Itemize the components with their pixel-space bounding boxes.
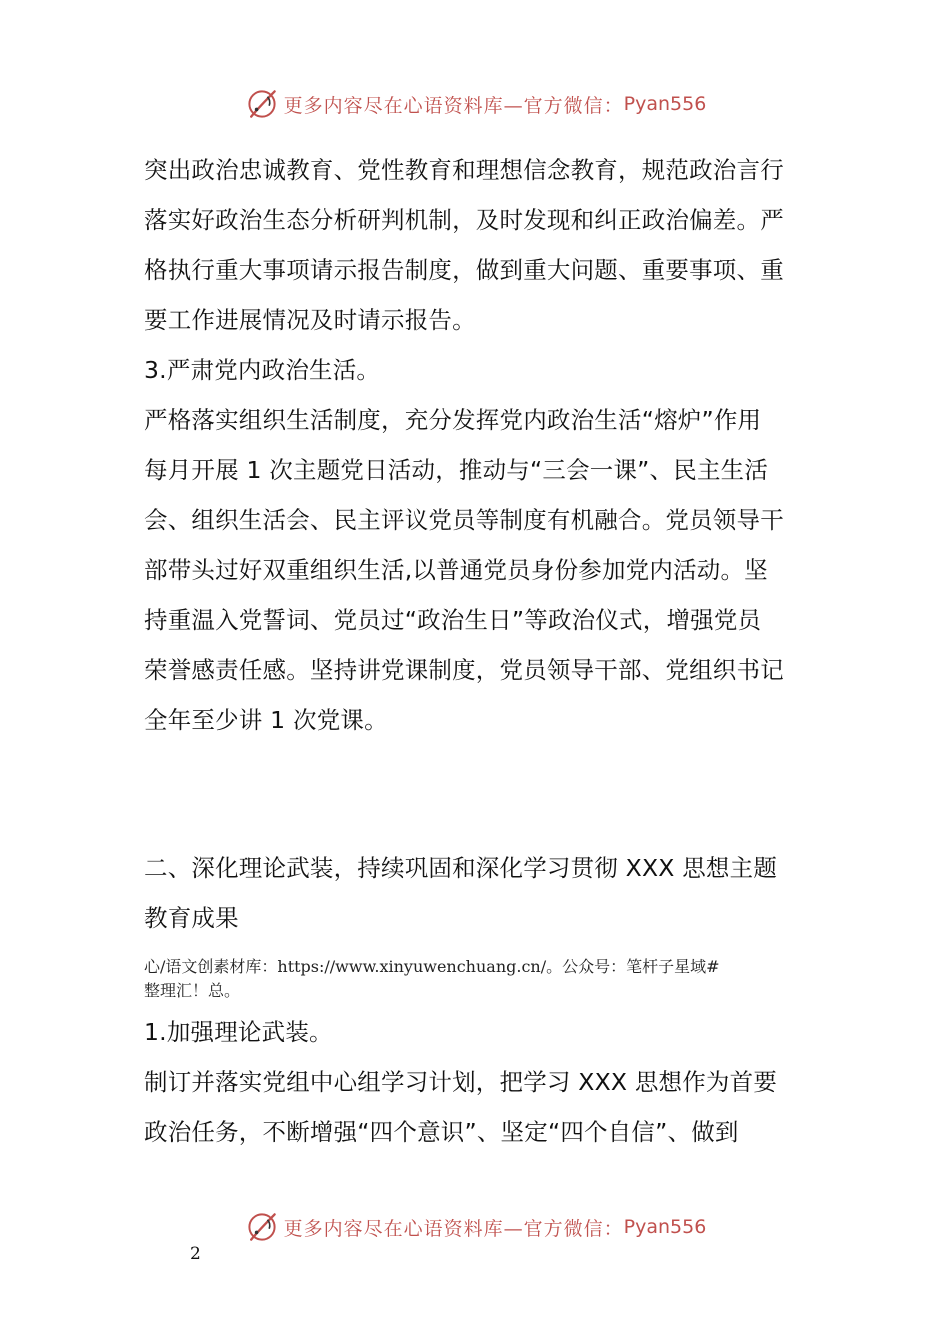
section-heading: 教育成果 <box>144 904 239 932</box>
header-banner <box>0 84 950 124</box>
banner-contact: Pyan556 <box>623 93 707 115</box>
quill-pen-logo-icon <box>244 86 280 122</box>
section-gap <box>144 745 814 843</box>
paragraph-line: 持重温入党誓词、党员过“政治生日”等政治仪式，增强党员 <box>144 606 762 634</box>
banner-text: 更多内容尽在心语资料库—官方微信： <box>283 94 624 117</box>
paragraph-line: 部带头过好双重组织生活,以普通党员身份参加党内活动。坚 <box>144 556 768 584</box>
subheading-3: 3.严肃党内政治生活。 <box>144 356 381 384</box>
paragraph-line: 落实好政治生态分析研判机制，及时发现和纠正政治偏差。严 <box>144 206 784 234</box>
banner-text: 更多内容尽在心语资料库—官方微信： <box>283 1217 624 1240</box>
paragraph-line: 严格落实组织生活制度，充分发挥党内政治生活“熔炉”作用 <box>144 406 762 434</box>
source-note: 整理汇！总。 <box>144 981 241 1000</box>
paragraph-line: 荣誉感责任感。坚持讲党课制度，党员领导干部、党组织书记 <box>144 656 784 684</box>
footer-banner <box>0 1207 950 1247</box>
source-note: 心/语文创素材库：https://www.xinyuwenchuang.cn/。公众号：笔杆子星域# <box>144 957 720 976</box>
paragraph-line: 全年至少讲 1 次党课。 <box>144 706 388 734</box>
page-number: 2 <box>190 1244 201 1264</box>
document-body <box>144 145 814 1157</box>
paragraph-line: 格执行重大事项请示报告制度，做到重大问题、重要事项、重 <box>144 256 784 284</box>
paragraph-line: 制订并落实党组中心组学习计划，把学习 XXX 思想作为首要 <box>144 1068 778 1096</box>
subheading-1: 1.加强理论武装。 <box>144 1018 333 1046</box>
section-heading: 二、深化理论武装，持续巩固和深化学习贯彻 XXX 思想主题 <box>144 854 778 882</box>
paragraph-line: 会、组织生活会、民主评议党员等制度有机融合。党员领导干 <box>144 506 784 534</box>
quill-pen-logo-icon <box>244 1209 280 1245</box>
paragraph-line: 要工作进展情况及时请示报告。 <box>144 306 476 334</box>
banner-contact: Pyan556 <box>623 1216 707 1238</box>
paragraph-line: 每月开展 1 次主题党日活动，推动与“三会一课”、民主生活 <box>144 456 769 484</box>
paragraph-line: 政治任务，不断增强“四个意识”、坚定“四个自信”、做到 <box>144 1118 739 1146</box>
paragraph-line: 突出政治忠诚教育、党性教育和理想信念教育，规范政治言行 <box>144 156 784 184</box>
